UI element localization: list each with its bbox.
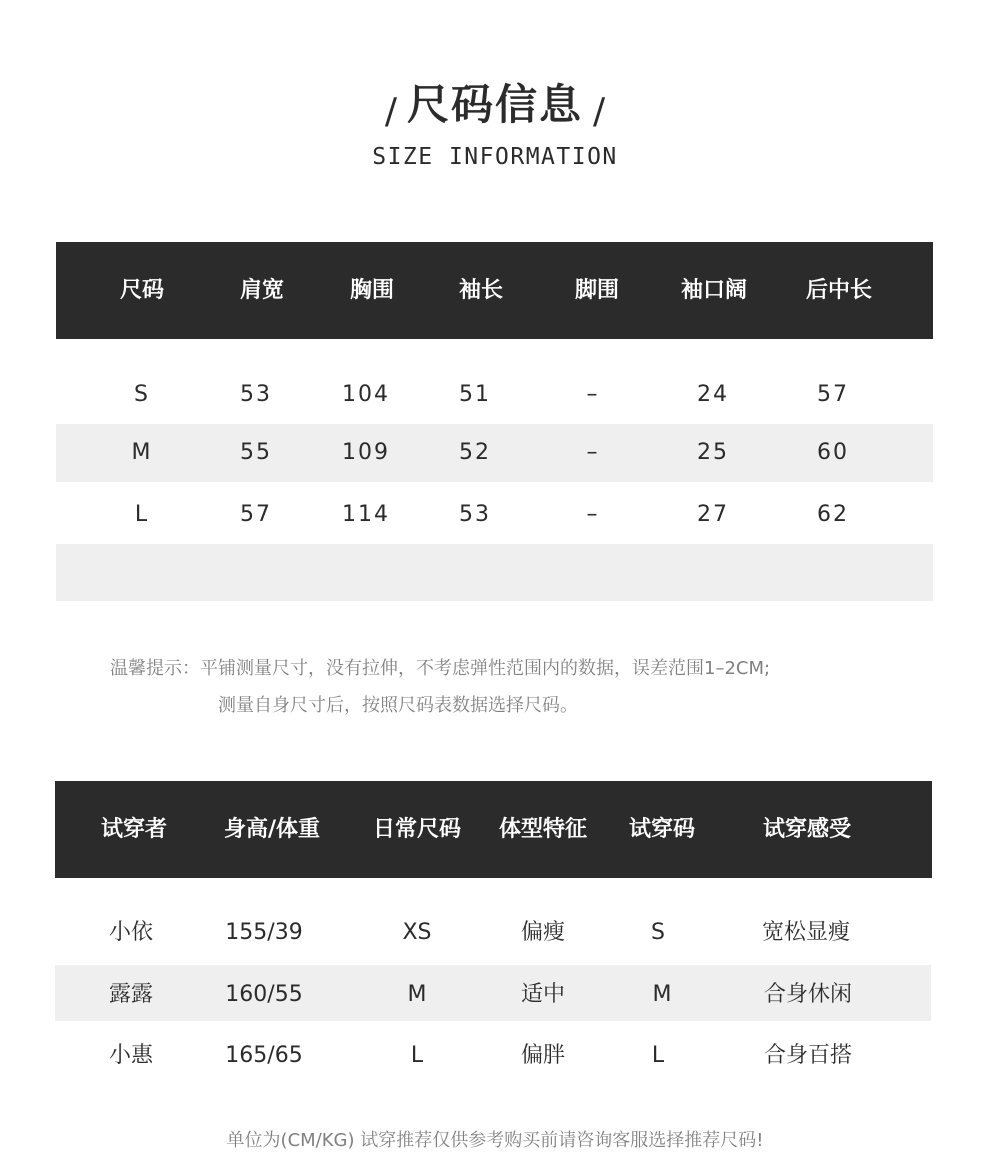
table-cell: 露露	[108, 982, 154, 1007]
size-col-shoulder: 肩宽	[239, 278, 285, 303]
fit-col-tried-size: 试穿码	[628, 817, 696, 842]
page-title: 尺码信息	[406, 80, 583, 129]
table-cell: S	[134, 382, 150, 407]
size-col-size: 尺码	[119, 278, 165, 303]
table-cell: –	[586, 440, 600, 465]
table-cell: M	[131, 440, 153, 465]
table-cell: 小依	[108, 920, 154, 945]
table-cell: S	[651, 920, 665, 945]
table-row	[56, 424, 933, 482]
table-row	[55, 904, 931, 962]
size-note-line2: 测量自身尺寸后，按照尺码表数据选择尺码。	[218, 695, 578, 716]
table-cell: 55	[240, 440, 272, 465]
table-cell: XS	[402, 920, 432, 945]
table-cell: 60	[817, 440, 849, 465]
size-col-chest: 胸围	[349, 278, 395, 303]
table-cell: 160/55	[225, 982, 303, 1007]
size-col-cuff: 袖口阔	[680, 278, 748, 303]
size-table	[56, 242, 933, 601]
table-cell: –	[586, 502, 600, 527]
title-slash-left: /	[384, 91, 397, 132]
table-cell: L	[410, 1043, 424, 1068]
table-cell: 57	[240, 502, 272, 527]
fit-col-body-type: 体型特征	[498, 817, 588, 842]
size-table-header	[56, 242, 933, 339]
table-cell: 109	[342, 440, 390, 465]
table-cell: 宽松显瘦	[761, 920, 851, 945]
footer-note: 单位为(CM/KG) 试穿推荐仅供参考购买前请咨询客服选择推荐尺码!	[226, 1130, 764, 1151]
table-cell: 155/39	[225, 920, 303, 945]
size-col-hem: 脚围	[574, 278, 620, 303]
table-row	[55, 1027, 931, 1085]
table-row	[56, 486, 933, 544]
table-cell: 小惠	[108, 1043, 154, 1068]
size-col-sleeve: 袖长	[458, 278, 504, 303]
table-cell: 57	[817, 382, 849, 407]
table-cell: 偏瘦	[520, 920, 566, 945]
table-cell: L	[651, 1043, 665, 1068]
table-cell: 104	[342, 382, 390, 407]
table-row	[56, 366, 933, 424]
table-cell: L	[134, 502, 150, 527]
table-cell: 53	[240, 382, 272, 407]
size-note-line1: 温馨提示：平铺测量尺寸，没有拉伸，不考虑弹性范围内的数据，误差范围1–2CM;	[110, 658, 771, 679]
title-row	[0, 72, 990, 132]
table-cell: M	[407, 982, 427, 1007]
fitting-table-header	[55, 781, 932, 878]
title-slash-right: /	[593, 91, 606, 132]
table-cell: 165/65	[225, 1043, 303, 1068]
table-row	[55, 965, 931, 1021]
fitting-table	[55, 781, 932, 1081]
table-cell: 114	[342, 502, 390, 527]
fit-col-feeling: 试穿感受	[762, 817, 852, 842]
table-cell: 27	[697, 502, 729, 527]
table-empty-row	[56, 544, 933, 601]
size-col-length: 后中长	[805, 278, 873, 303]
table-cell: 合身百搭	[763, 1043, 853, 1068]
table-cell: M	[652, 982, 672, 1007]
fit-col-tester: 试穿者	[100, 817, 168, 842]
fit-col-height-weight: 身高/体重	[223, 817, 321, 842]
table-cell: 25	[697, 440, 729, 465]
table-cell: 62	[817, 502, 849, 527]
page-subtitle: SIZE INFORMATION	[372, 144, 618, 170]
table-cell: 24	[697, 382, 729, 407]
table-cell: 偏胖	[520, 1043, 566, 1068]
size-note	[110, 650, 770, 724]
table-cell: 适中	[520, 982, 566, 1007]
table-cell: –	[586, 382, 600, 407]
table-cell: 52	[459, 440, 491, 465]
table-cell: 合身休闲	[763, 982, 853, 1007]
table-cell: 51	[459, 382, 491, 407]
table-cell: 53	[459, 502, 491, 527]
fit-col-usual-size: 日常尺码	[372, 817, 462, 842]
